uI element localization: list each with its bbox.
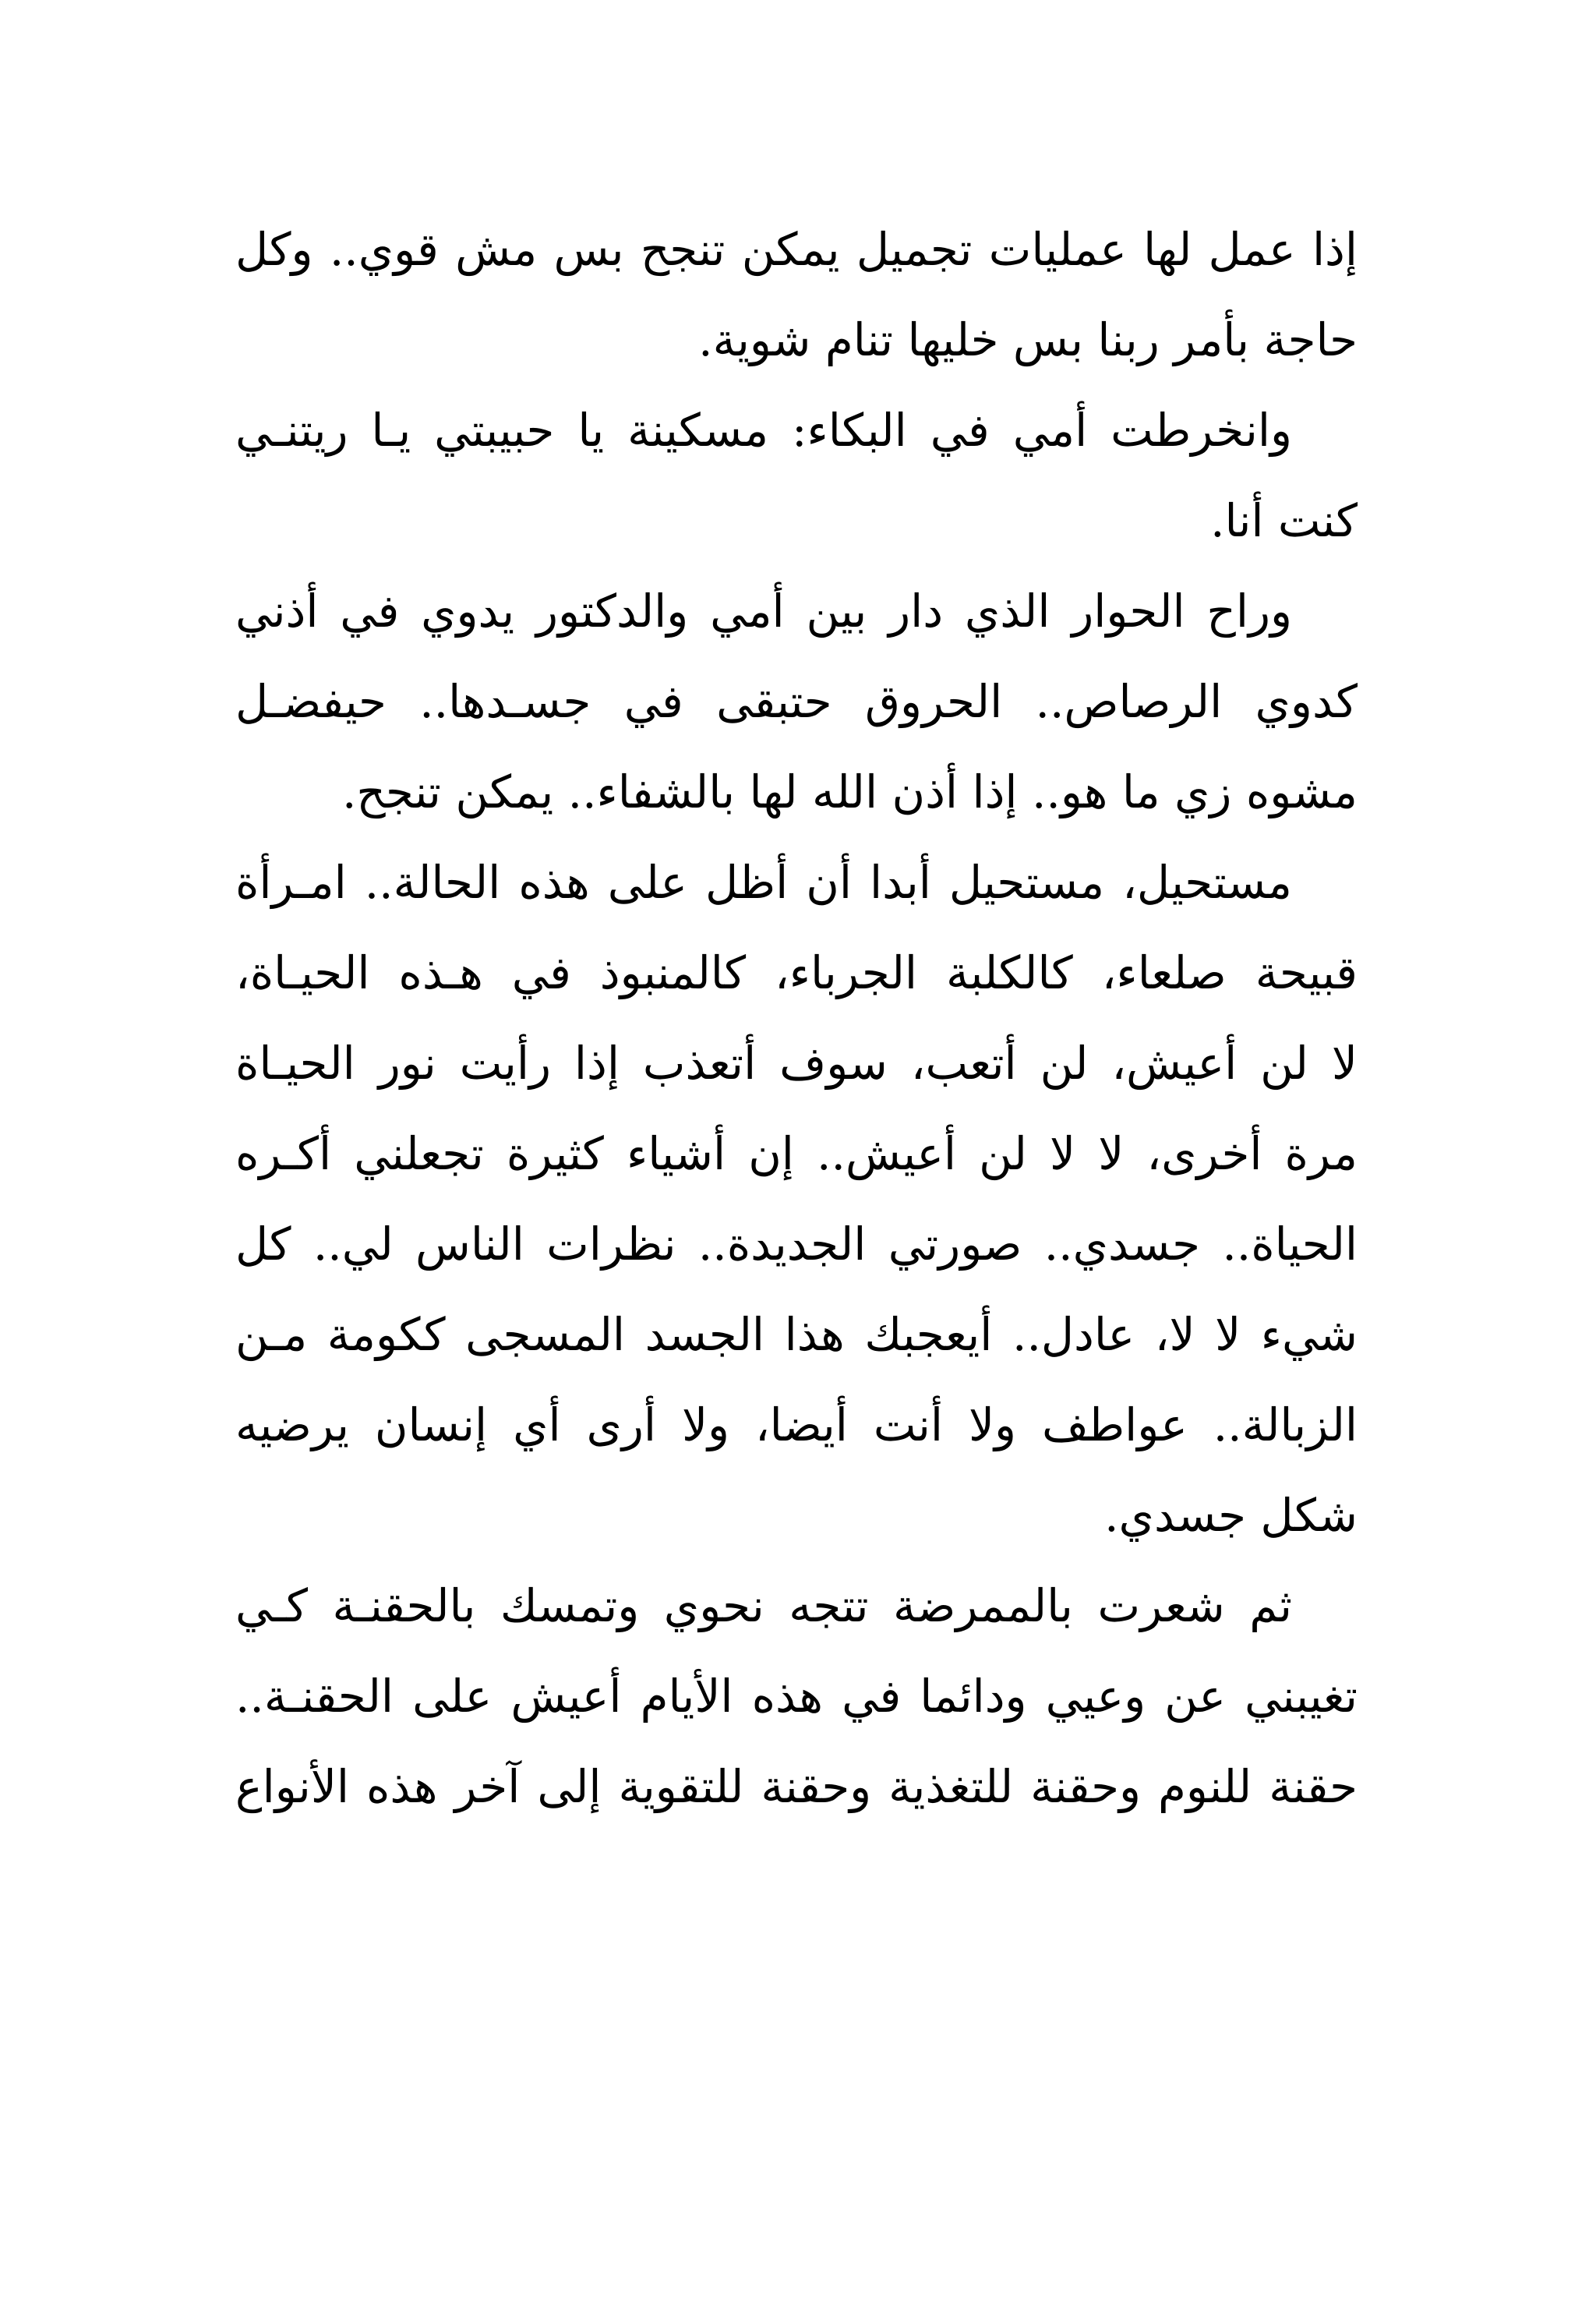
text-line: ثم شعرت بالممرضة تتجه نحوي وتمسك بالحقنـة كـي [235, 1579, 1292, 1632]
text-line: تغيبني عن وعيي ودائما في هذه الأيام أعيش على الحقنـة.. [235, 1670, 1358, 1723]
text-line: حاجة بأمر ربنا بس خليها تنام شوية. [698, 313, 1358, 366]
text-line: وانخرطت أمي في البكاء: مسكينة يا حبيبتي يـا ريتنـي [235, 404, 1292, 457]
text-line: كنت أنا. [1210, 494, 1358, 547]
text-line: مستحيل، مستحيل أبدا أن أظل على هذه الحالة.. امـرأة [235, 856, 1292, 909]
body-text [235, 204, 1358, 1832]
text-line: الحياة.. جسدي.. صورتي الجديدة.. نظرات الناس لي.. كل [235, 1218, 1358, 1271]
text-line: إذا عمل لها عمليات تجميل يمكن تنجح بس مش قوي.. وكل [235, 223, 1358, 276]
text-line: لا لن أعيش، لن أتعب، سوف أتعذب إذا رأيت نور الحيـاة [235, 1037, 1358, 1090]
text-line: مشوه زي ما هو.. إذا أذن الله لها بالشفاء.. يمكن تنجح. [341, 765, 1358, 818]
text-line: الزبالة.. عواطف ولا أنت أيضا، ولا أرى أي إنسان يرضيه [235, 1398, 1358, 1451]
text-line: شيء لا لا، عادل.. أيعجبك هذا الجسد المسجى ككومة مـن [235, 1308, 1358, 1361]
text-line: حقنة للنوم وحقنة للتغذية وحقنة للتقوية إلى آخر هذه الأنواع [235, 1760, 1358, 1813]
text-line: مرة أخرى، لا لا لن أعيش.. إن أشياء كثيرة تجعلني أكـره [235, 1127, 1358, 1180]
text-line: قبيحة صلعاء، كالكلبة الجرباء، كالمنبوذ في هـذه الحيـاة، [235, 946, 1358, 999]
text-line: شكل جسدي. [1104, 1489, 1358, 1542]
text-line: كدوي الرصاص.. الحروق حتبقى في جسـدها.. حيفضـل [235, 675, 1358, 728]
text-line: وراح الحوار الذي دار بين أمي والدكتور يدوي في أذني [235, 585, 1292, 638]
